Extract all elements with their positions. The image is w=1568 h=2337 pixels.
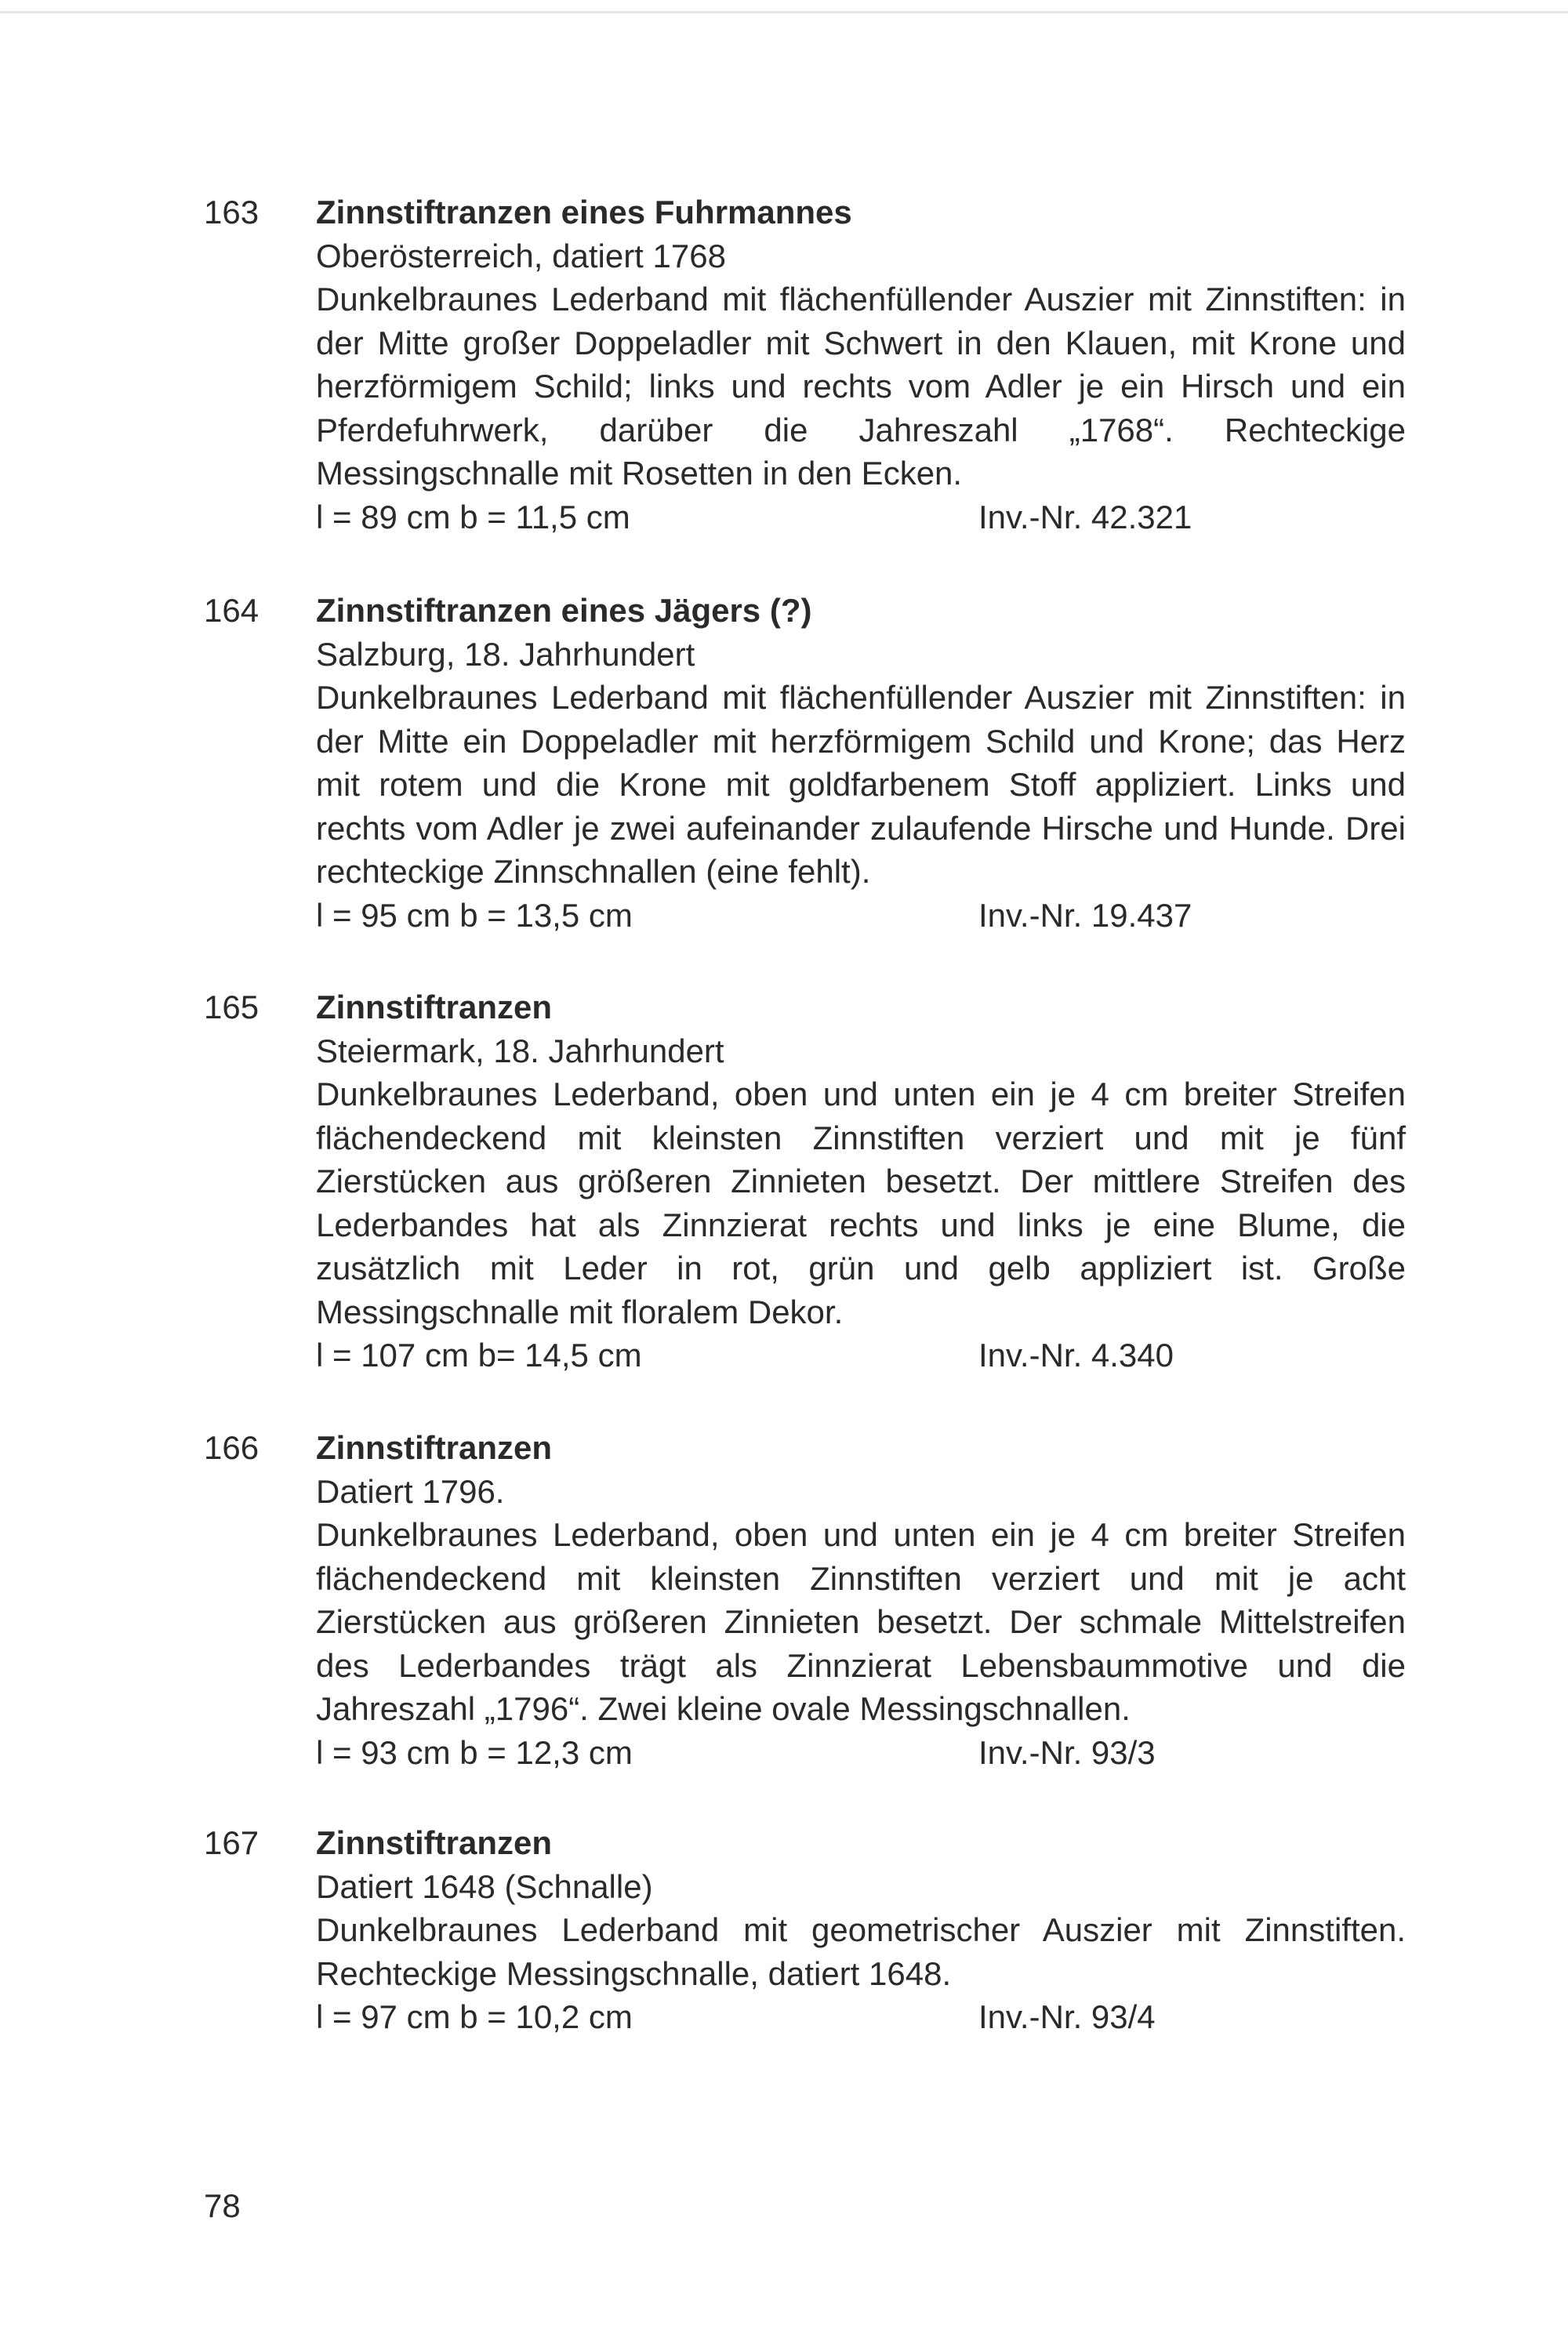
entry-description: Dunkelbraunes Lederband mit geometrischer Auszier mit Zinnstiften. Rechteckige Messingschnalle, datiert 1648. [316,1911,1406,1992]
entry-title: Zinnstiftranzen [316,1429,552,1466]
entry-inventory-number: Inv.-Nr. 4.340 [978,1337,1174,1374]
top-rule [0,11,1568,13]
entry-number: 167 [204,1824,260,1861]
entry-number: 165 [204,989,260,1025]
entry-title: Zinnstiftranzen eines Fuhrmannes [316,194,852,230]
entry-origin: Steiermark, 18. Jahrhundert [316,1032,724,1069]
entry-inventory-number: Inv.-Nr. 19.437 [978,896,1192,934]
entry-body [316,191,1406,539]
entry-dimensions: l = 93 cm b = 12,3 cm [316,1733,633,1771]
entry-origin: Datiert 1648 (Schnalle) [316,1867,653,1905]
entry-number: 164 [204,592,260,629]
entry-description: Dunkelbraunes Lederband mit flächenfüllender Auszier mit Zinnstiften: in der Mitte großer Doppeladler mit Schwert in den Klauen, mit Krone und herzförmigem Schild; links und rechts vom Adler je ein Hirsch und ein Pferdefuhrwerk, darüber die Jahreszahl „1768“. Rechteckige Messingschnalle mit Rosetten in den Ecken. [316,281,1406,492]
entry-title: Zinnstiftranzen [316,1824,552,1861]
entry-number: 166 [204,1429,260,1466]
entry-dimensions: l = 97 cm b = 10,2 cm [316,1998,633,2035]
page-number: 78 [204,2187,241,2224]
entry-body [316,1426,1406,1775]
entry-title: Zinnstiftranzen eines Jägers (?) [316,592,812,629]
entry-description: Dunkelbraunes Lederband, oben und unten ein je 4 cm breiter Streifen flächendeckend mit kleinsten Zinnstiften verziert und mit je fünf Zierstücken aus größeren Zinnieten besetzt. Der mittlere Streifen des Lederbandes hat als Zinnzierat rechts und links je eine Blume, die zusätzlich mit Leder in rot, grün und gelb appliziert ist. Große Messingschnalle mit floralem Dekor. [316,1076,1406,1330]
entry-meta [316,1334,1406,1377]
entry-body [316,985,1406,1377]
entry-dimensions: l = 107 cm b= 14,5 cm [316,1337,642,1374]
entry-inventory-number: Inv.-Nr. 42.321 [978,498,1192,535]
entry-meta [316,894,1406,938]
entry-inventory-number: Inv.-Nr. 93/4 [978,1998,1156,2035]
entry-description: Dunkelbraunes Lederband mit flächenfüllender Auszier mit Zinnstiften: in der Mitte ein Doppeladler mit herzförmigem Schild und Krone; das Herz mit rotem und die Krone mit goldfarbenem Stoff appliziert. Links und rechts vom Adler je zwei aufeinander zulaufende Hirsche und Hunde. Drei rechteckige Zinnschnallen (eine fehlt). [316,679,1406,890]
entry-meta [316,1995,1406,2039]
entry-dimensions: l = 95 cm b = 13,5 cm [316,896,633,934]
entry-origin: Datiert 1796. [316,1472,505,1510]
entry-body [316,589,1406,938]
entry-dimensions: l = 89 cm b = 11,5 cm [316,498,630,535]
entry-body [316,1821,1406,2039]
entry-origin: Salzburg, 18. Jahrhundert [316,635,695,673]
entry-meta [316,1731,1406,1775]
entry-number: 163 [204,194,260,230]
entry-description: Dunkelbraunes Lederband, oben und unten ein je 4 cm breiter Streifen flächendeckend mit kleinsten Zinnstiften verziert und mit je acht Zierstücken aus größeren Zinnieten besetzt. Der schmale Mittelstreifen des Lederbandes trägt als Zinnzierat Lebensbaummotive und die Jahreszahl „1796“. Zwei kleine ovale Messingschnallen. [316,1516,1406,1727]
entry-title: Zinnstiftranzen [316,989,552,1025]
entry-inventory-number: Inv.-Nr. 93/3 [978,1733,1156,1771]
entry-meta [316,495,1406,539]
entry-origin: Oberösterreich, datiert 1768 [316,237,726,274]
